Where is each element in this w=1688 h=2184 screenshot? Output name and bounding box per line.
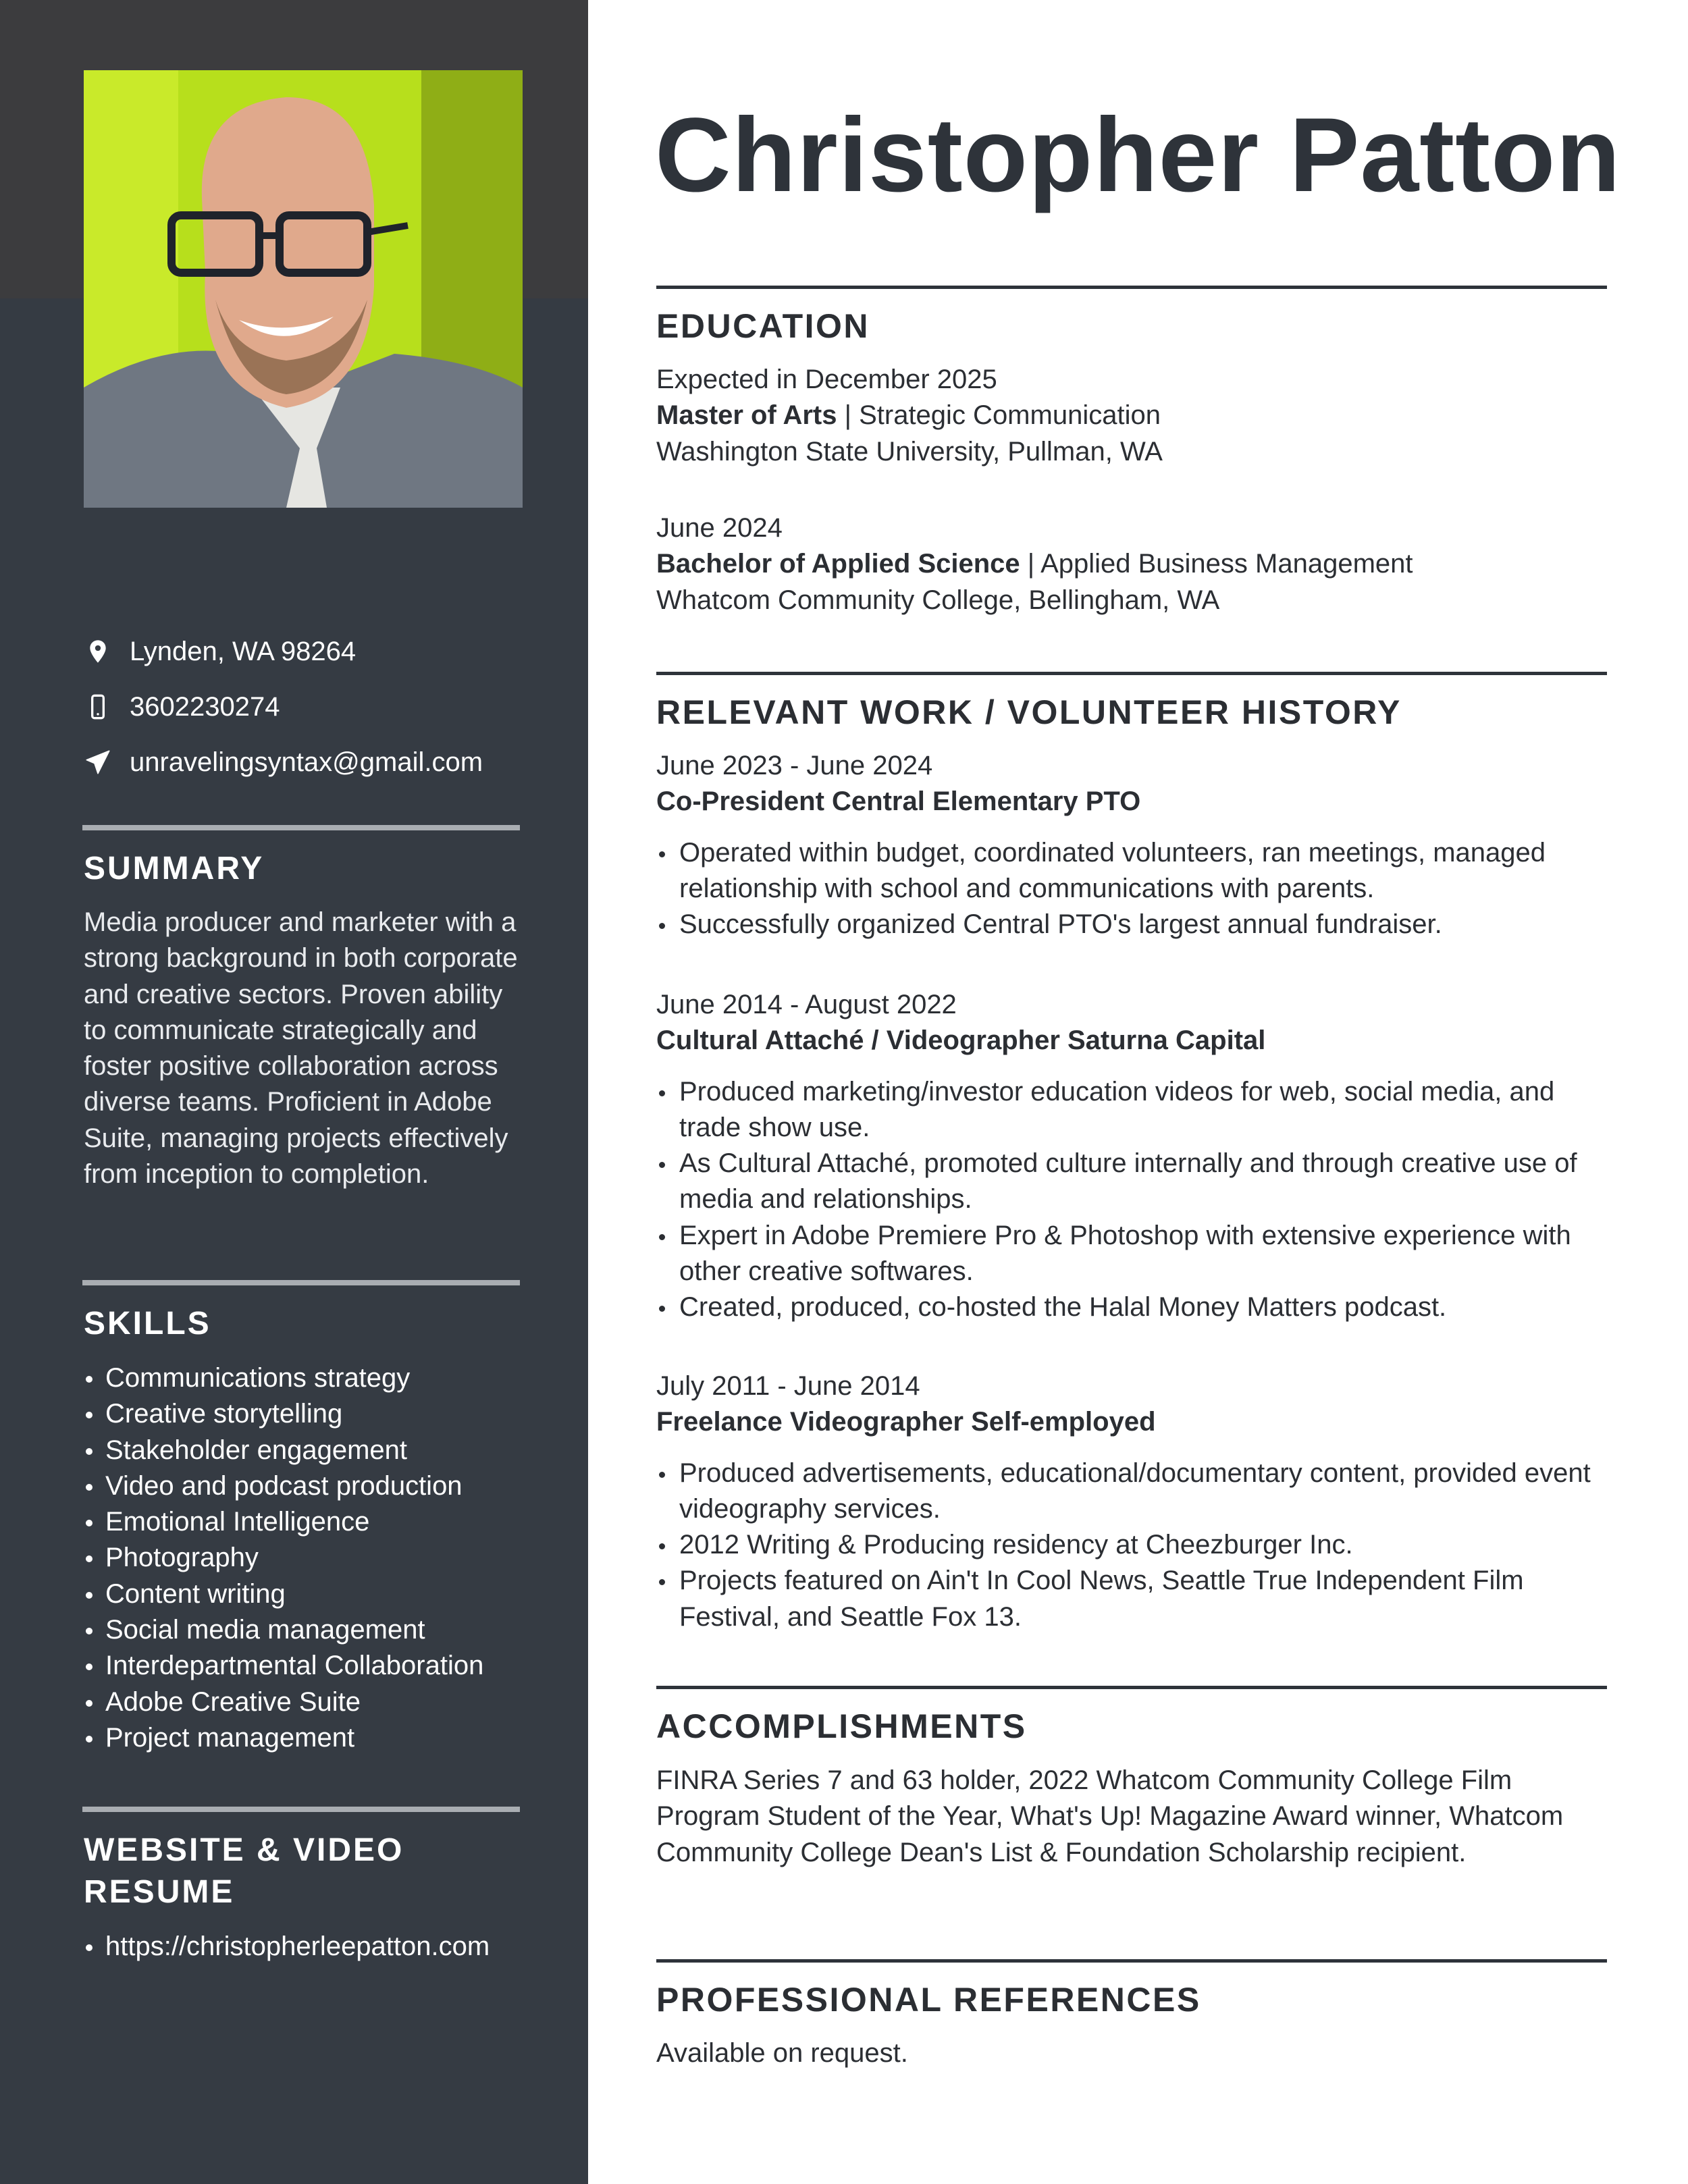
references-heading: PROFESSIONAL REFERENCES — [656, 1981, 1201, 2019]
sidebar-divider — [82, 1280, 520, 1285]
work-date: June 2014 - August 2022 — [656, 990, 957, 1019]
work-bullets — [656, 1074, 1615, 1326]
work-bullet: Produced marketing/investor education videos for web, social media, and trade show use. — [656, 1074, 1615, 1146]
work-entry — [656, 1368, 1615, 1635]
summary-heading: SUMMARY — [84, 851, 265, 886]
skills-heading: SKILLS — [84, 1306, 211, 1341]
work-bullet: Operated within budget, coordinated volunteers, ran meetings, managed relationship with school and communications with parents. — [656, 835, 1615, 907]
work-bullet: Produced advertisements, educational/documentary content, provided event videography services. — [656, 1456, 1615, 1528]
accomplishments-text: FINRA Series 7 and 63 holder, 2022 Whatcom Community College Film Program Student of the Year, What's Up! Magazine Award winner, Whatcom Community College Dean's List & Foundation Scholarship recipient. — [656, 1765, 1564, 1867]
degree-field: | Strategic Communication — [837, 400, 1161, 431]
skill-item: Project management — [84, 1720, 556, 1756]
contact-phone — [84, 679, 543, 735]
work-bullet: Created, produced, co-hosted the Halal Money Matters podcast. — [656, 1289, 1615, 1325]
education-school: Whatcom Community College, Bellingham, WA — [656, 585, 1220, 615]
accomplishments-heading: ACCOMPLISHMENTS — [656, 1707, 1027, 1745]
work-bullet: As Cultural Attaché, promoted culture internally and through creative use of media and relationships. — [656, 1146, 1615, 1218]
education-date: Expected in December 2025 — [656, 365, 997, 394]
skill-item: Creative storytelling — [84, 1396, 556, 1432]
degree-name: Bachelor of Applied Science — [656, 549, 1020, 579]
education-degree-line — [656, 546, 1615, 582]
education-degree-line — [656, 398, 1615, 433]
contact-location — [84, 624, 543, 679]
work-date: June 2023 - June 2024 — [656, 751, 933, 780]
location-pin-icon — [84, 637, 112, 666]
work-bullet: Projects featured on Ain't In Cool News, Seattle True Independent Film Festival, and Seattle Fox 13. — [656, 1563, 1615, 1635]
contact-info — [84, 624, 543, 790]
degree-name: Master of Arts — [656, 400, 837, 431]
work-role: Freelance Videographer Self-employed — [656, 1407, 1156, 1437]
section-divider — [656, 1686, 1607, 1689]
work-bullet: Expert in Adobe Premiere Pro & Photoshop with extensive experience with other creative softwares. — [656, 1218, 1615, 1290]
contact-email — [84, 735, 543, 790]
skill-item: Photography — [84, 1540, 556, 1576]
section-divider — [656, 286, 1607, 289]
skill-item: Interdepartmental Collaboration — [84, 1648, 556, 1684]
education-school: Washington State University, Pullman, WA — [656, 436, 1163, 467]
skill-item: Social media management — [84, 1612, 556, 1648]
website-heading: WEBSITE & VIDEO RESUME — [84, 1832, 404, 1910]
education-date: June 2024 — [656, 513, 783, 543]
website-link[interactable]: https://christopherleepatton.com — [84, 1929, 556, 1965]
phone-text[interactable]: 3602230274 — [130, 691, 280, 722]
sidebar-divider — [82, 1807, 520, 1812]
sidebar-divider — [82, 825, 520, 830]
skill-item: Adobe Creative Suite — [84, 1684, 556, 1720]
work-date: July 2011 - June 2014 — [656, 1371, 920, 1401]
work-role: Co-President Central Elementary PTO — [656, 787, 1141, 817]
work-bullets — [656, 1456, 1615, 1635]
work-heading: RELEVANT WORK / VOLUNTEER HISTORY — [656, 693, 1402, 731]
email-link[interactable]: unravelingsyntax@gmail.com — [130, 747, 483, 777]
work-role: Cultural Attaché / Videographer Saturna Capital — [656, 1026, 1266, 1056]
mobile-phone-icon — [84, 693, 112, 721]
skill-item: Emotional Intelligence — [84, 1504, 556, 1540]
references-text: Available on request. — [656, 2038, 908, 2068]
skills-list — [84, 1360, 556, 1756]
sidebar — [0, 0, 588, 2184]
education-heading: EDUCATION — [656, 307, 870, 345]
summary-text: Media producer and marketer with a strong background in both corporate and creative sectors. Proven ability to communicate strategically and foster positive collaboration across diverse teams. Proficient in Adobe Suite, managing projects effectively from inception to completion. — [84, 907, 518, 1190]
work-entry — [656, 748, 1615, 942]
profile-photo — [84, 70, 523, 508]
degree-field: | Applied Business Management — [1020, 549, 1413, 579]
skill-item: Content writing — [84, 1576, 556, 1612]
candidate-name: Christopher Patton — [655, 97, 1621, 214]
website-list — [84, 1929, 556, 1965]
location-text: Lynden, WA 98264 — [130, 636, 357, 666]
section-divider — [656, 672, 1607, 675]
section-divider — [656, 1959, 1607, 1963]
work-bullet: Successfully organized Central PTO's largest annual fundraiser. — [656, 907, 1615, 942]
skill-item: Video and podcast production — [84, 1468, 556, 1504]
paper-plane-icon — [84, 748, 112, 776]
education-entry — [656, 362, 1615, 470]
work-entry — [656, 987, 1615, 1326]
work-bullets — [656, 835, 1615, 943]
work-bullet: 2012 Writing & Producing residency at Cheezburger Inc. — [656, 1527, 1615, 1563]
skill-item: Stakeholder engagement — [84, 1433, 556, 1468]
education-entry — [656, 510, 1615, 618]
skill-item: Communications strategy — [84, 1360, 556, 1396]
